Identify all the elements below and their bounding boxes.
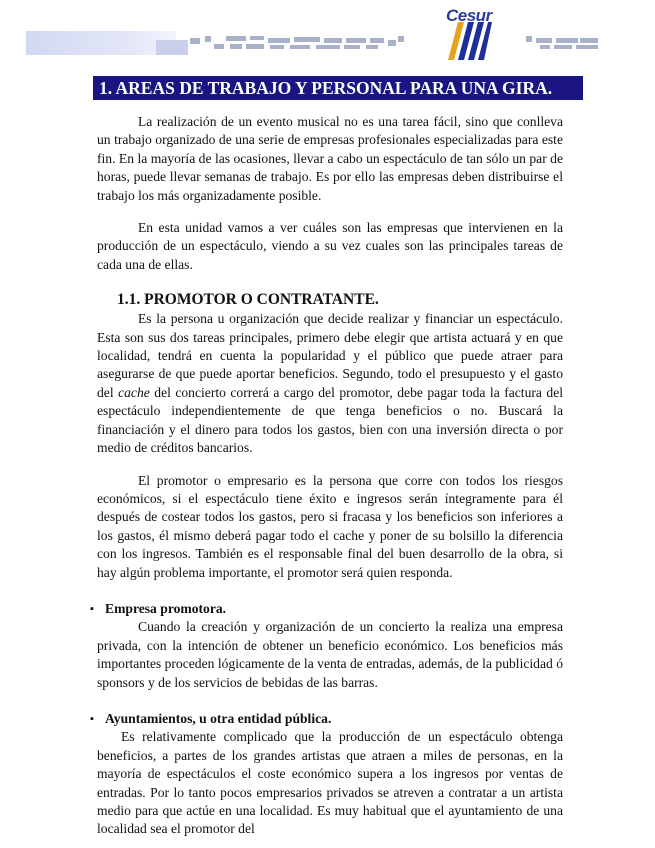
header-gradient-bar bbox=[26, 31, 176, 55]
bullet-paragraph-empresa: Cuando la creación y organización de un concierto la realiza una empresa privada, con la intención de obtener un beneficio económico. Los beneficios más importantes proceden lógicamente de la venta de entradas, además, de la publicidad ó sponsors y de los servicios de bebidas de las barras. bbox=[97, 619, 563, 690]
intro-paragraph-2: En esta unidad vamos a ver cuáles son las empresas que intervienen en la producción de un espectáculo, viendo a su vez cuales son las principales tareas de cada una de ellas. bbox=[97, 220, 563, 272]
bullet-heading-empresa: ▪ Empresa promotora. bbox=[97, 600, 563, 618]
section-paragraph-1: Es la persona u organización que decide realizar y financiar un espectáculo. Esta son sus dos tareas principales, primero debe elegir que artista actuará y en que localidad, tendrá en cuenta la popularidad y el público que puede atraer para asegurarse de que puede aportar beneficios. Segundo, todo el presupuesto y el gasto del cache del concierto correrá a cargo del promotor, debe pagar toda la factura del espectáculo independientemente de que tenga beneficios o no. Buscará la financiación y el dinero para todos los gastos, bien con una inversión directa o por medio de créditos bancarios. bbox=[97, 311, 564, 456]
section-heading: 1.1. PROMOTOR O CONTRATANTE. bbox=[117, 291, 379, 309]
page-title: 1. AREAS DE TRABAJO Y PERSONAL PARA UNA GIRA. bbox=[93, 76, 583, 100]
bullet-paragraph-ayuntamientos: Es relativamente complicado que la producción de un espectáculo obtenga beneficios, a partes de los grandes artistas que atraen a miles de personas, en la mayoría de espectáculos el coste económico supera a los ingresos por ventas de entradas. Por lo tanto pocos empresarios privados se atreven a contratar a un artista medio para que actúe en una localidad. Es muy habitual que el ayuntamiento de una localidad sea el promotor del bbox=[97, 729, 563, 837]
italic-term: cache bbox=[118, 384, 150, 400]
page-header bbox=[0, 0, 655, 65]
section-paragraph-2: El promotor o empresario es la persona que corre con todos los riesgos económicos, si el espectáculo tiene éxito e ingresos serán íntegramente para él después de costear todos los gastos, pero si fracasa y los beneficios son inferiores a los gastos, él mismo deberá pagar todo el cache y poner de su bolsillo la diferencia con los ingresos. También es el responsable final del buen desarrollo de la obra, si hay algún problema importante, el promotor será quien responda. bbox=[97, 472, 563, 580]
document-body bbox=[90, 113, 564, 839]
bullet-heading-ayuntamientos: ▪ Ayuntamientos, u otra entidad pública. bbox=[97, 710, 563, 728]
bullet-icon: ▪ bbox=[90, 602, 94, 615]
header-decoration bbox=[156, 40, 188, 55]
bullet-icon: ▪ bbox=[90, 712, 94, 725]
intro-paragraph-1: La realización de un evento musical no es una tarea fácil, sino que conlleva un trabajo organizado de una serie de empresas profesionales especializadas para este fin. En la mayoría de las ocasiones, llevar a cabo un espectáculo de tan sólo un par de horas, puede llevar semanas de trabajo. Es por ello las empresas deben distribuirse el trabajo los más organizadamente posible. bbox=[97, 114, 563, 203]
logo-text: Cesur bbox=[446, 6, 492, 25]
